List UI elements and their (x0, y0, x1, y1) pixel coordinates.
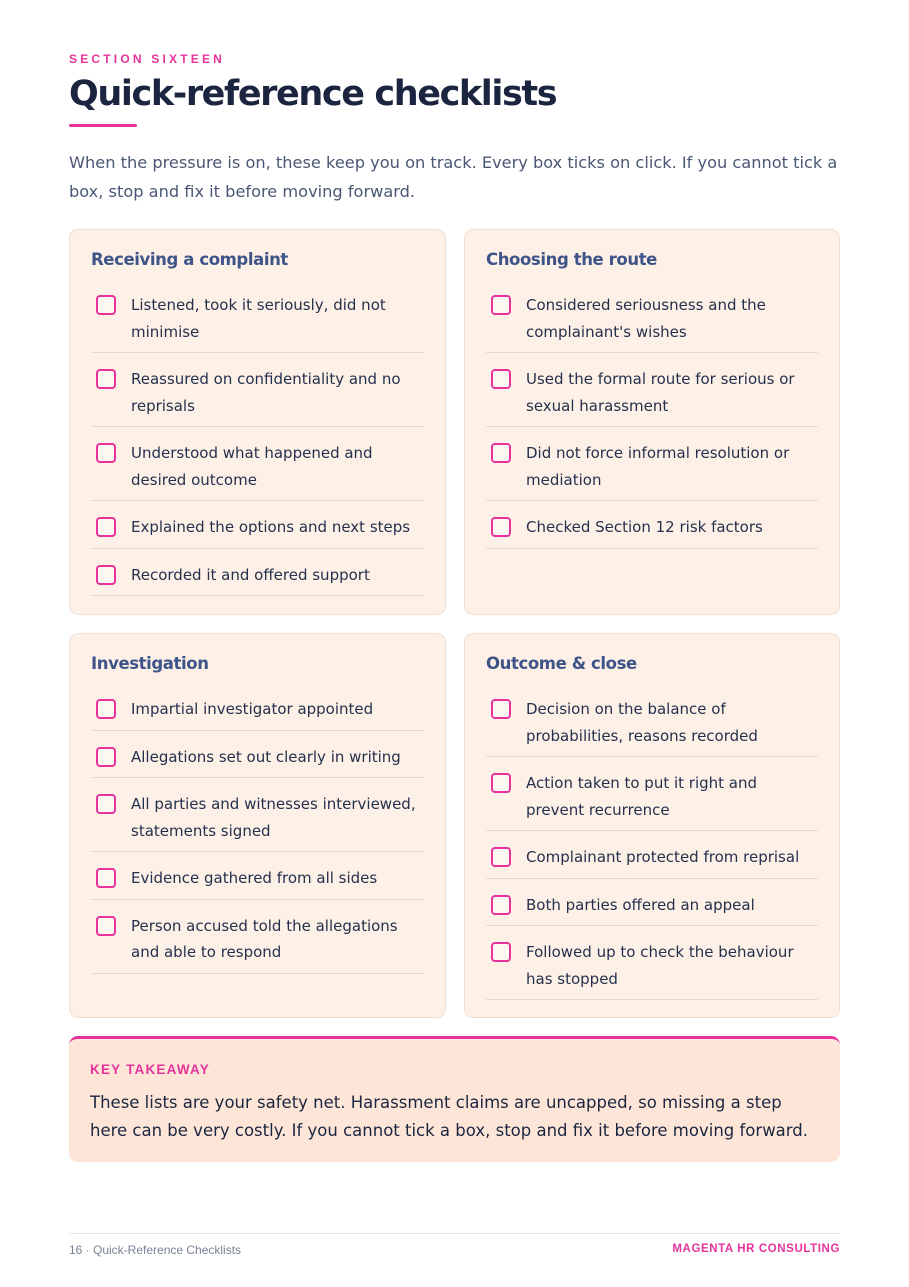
checklist-card-investigation (69, 633, 446, 1018)
checklist-item[interactable] (91, 859, 424, 900)
intro-paragraph: When the pressure is on, these keep you on track. Every box ticks on click. If you cannot tick a box, stop and fix it before moving forward. (69, 153, 838, 201)
checklist-item[interactable] (486, 690, 818, 757)
checkbox-icon[interactable] (491, 699, 511, 719)
checklist-item-label: Explained the options and next steps (131, 518, 411, 536)
checkbox-icon[interactable] (96, 868, 116, 888)
checkbox-icon[interactable] (96, 699, 116, 719)
checklist-item[interactable] (91, 785, 424, 852)
checkbox-icon[interactable] (96, 794, 116, 814)
checklist-item-label: Considered seriousness and the complainant's wishes (526, 296, 766, 341)
checklist-item-label: Complainant protected from reprisal (526, 848, 800, 866)
checklist-item-label: Both parties offered an appeal (526, 895, 755, 914)
checkbox-icon[interactable] (491, 847, 511, 867)
checklist-item[interactable] (91, 690, 424, 731)
checklist-item-label: Listened, took it seriously, did not minimise (131, 296, 386, 341)
checklist-item-label: Action taken to put it right and prevent recurrence (526, 774, 758, 819)
checklist-item-label: All parties and witnesses interviewed, statements signed (131, 795, 416, 840)
footer-brand: MAGENTA HR CONSULTING (672, 1243, 840, 1255)
checklist-item-label: Recorded it and offered support (131, 565, 370, 584)
checkbox-icon[interactable] (96, 916, 116, 936)
checklist-item-label: Allegations set out clearly in writing (131, 747, 401, 766)
page (69, 0, 840, 1287)
page-title: Quick-reference checklists (69, 74, 557, 114)
checklist-item[interactable] (91, 360, 424, 427)
section-eyebrow: SECTION SIXTEEN (69, 52, 226, 66)
checklist-item-label: Person accused told the allegations and able to respond (131, 916, 398, 961)
checkbox-icon[interactable] (491, 443, 511, 463)
checkbox-icon[interactable] (96, 295, 116, 315)
checklist-item-label: Checked Section 12 risk factors (526, 518, 763, 536)
checklist-item[interactable] (486, 838, 818, 879)
checklist-item[interactable] (91, 738, 424, 779)
checklist-title: Choosing the route (486, 250, 657, 269)
checklist-item[interactable] (486, 360, 818, 427)
title-underline (69, 124, 137, 127)
checklist-item[interactable] (486, 434, 818, 501)
checklist-item[interactable] (91, 286, 424, 353)
checkbox-icon[interactable] (96, 565, 116, 585)
checklist-card-receiving (69, 229, 446, 615)
checklist-item[interactable] (486, 764, 818, 831)
checkbox-icon[interactable] (491, 295, 511, 315)
checkbox-icon[interactable] (96, 369, 116, 389)
checklist-title: Investigation (91, 654, 209, 673)
checkbox-icon[interactable] (491, 517, 511, 537)
checklist-title: Receiving a complaint (91, 250, 288, 269)
checkbox-icon[interactable] (96, 517, 116, 537)
checklist-item-label: Evidence gathered from all sides (131, 869, 378, 887)
checklist-card-outcome (464, 633, 840, 1018)
checklist-item[interactable] (486, 508, 818, 549)
checklist-item-label: Did not force informal resolution or mediation (526, 444, 790, 489)
page-footer (69, 1233, 840, 1257)
checklist-item-label: Understood what happened and desired outcome (131, 444, 373, 489)
checklist-items (486, 286, 818, 549)
checkbox-icon[interactable] (491, 942, 511, 962)
checkbox-icon[interactable] (491, 773, 511, 793)
checklist-item-label: Reassured on confidentiality and no reprisals (131, 370, 401, 415)
key-takeaway-box (69, 1036, 840, 1162)
checkbox-icon[interactable] (96, 747, 116, 767)
checklist-item-label: Decision on the balance of probabilities, reasons recorded (526, 700, 758, 745)
checkbox-icon[interactable] (491, 369, 511, 389)
checklist-items (91, 690, 424, 974)
checklist-card-route (464, 229, 840, 615)
checklist-item[interactable] (91, 508, 424, 549)
checklist-item[interactable] (486, 933, 818, 1000)
checklist-item[interactable] (91, 907, 424, 974)
checkbox-icon[interactable] (491, 895, 511, 915)
checklist-item[interactable] (486, 286, 818, 353)
takeaway-text: These lists are your safety net. Harassment claims are uncapped, so missing a step here can be very costly. If you cannot tick a box, stop and fix it before moving forward. (90, 1093, 809, 1140)
checklist-item-label: Impartial investigator appointed (131, 700, 374, 718)
checkbox-icon[interactable] (96, 443, 116, 463)
checklist-items (91, 286, 424, 596)
checklist-title: Outcome & close (486, 654, 637, 673)
checklist-item-label: Followed up to check the behaviour has stopped (526, 943, 794, 988)
checklist-item-label: Used the formal route for serious or sexual harassment (526, 370, 795, 415)
footer-page-label: 16 · Quick-Reference Checklists (69, 1243, 242, 1257)
checklist-items (486, 690, 818, 1000)
checklist-item[interactable] (486, 886, 818, 927)
checklist-item[interactable] (91, 434, 424, 501)
checklist-item[interactable] (91, 556, 424, 597)
takeaway-label: KEY TAKEAWAY (90, 1062, 210, 1077)
